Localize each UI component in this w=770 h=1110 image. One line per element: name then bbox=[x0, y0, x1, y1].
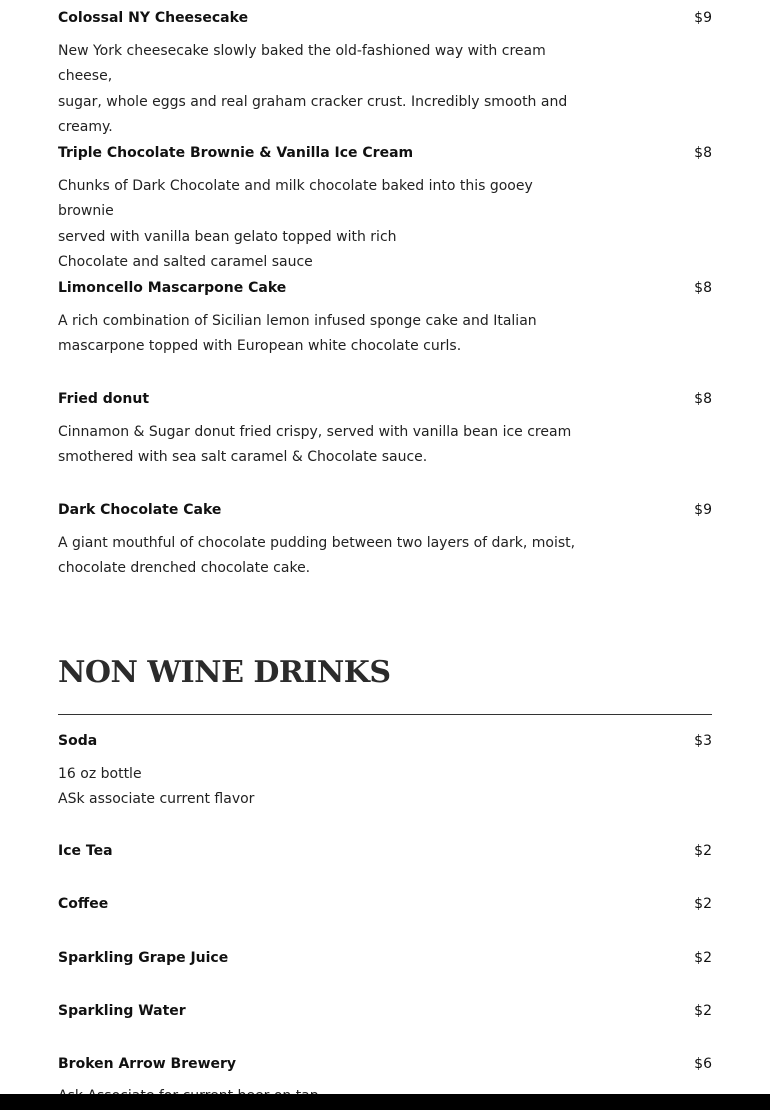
menu-item-name: Limoncello Mascarpone Cake bbox=[58, 280, 287, 296]
menu-item-price: $6 bbox=[694, 1056, 712, 1072]
menu-item-header bbox=[58, 8, 712, 28]
menu-item bbox=[58, 1054, 712, 1074]
menu-item-header bbox=[58, 500, 712, 520]
menu-item bbox=[58, 841, 712, 861]
description-line: ASk associate current flavor bbox=[58, 791, 255, 808]
menu-item-header bbox=[58, 1001, 712, 1021]
menu-item-header bbox=[58, 143, 712, 163]
menu-item-price: $2 bbox=[694, 1003, 712, 1019]
description-line: creamy. bbox=[58, 119, 113, 136]
menu-item-name: Sparkling Grape Juice bbox=[58, 950, 229, 966]
description-line: New York cheesecake slowly baked the old-fashioned way with cream cheese, bbox=[58, 43, 546, 85]
menu-item-price: $2 bbox=[694, 843, 712, 859]
menu-item-header bbox=[58, 894, 712, 914]
menu-item bbox=[58, 731, 712, 813]
menu-item bbox=[58, 278, 712, 360]
menu-item-header bbox=[58, 389, 712, 409]
bottom-bar bbox=[0, 1094, 770, 1110]
menu-item-description bbox=[58, 420, 588, 471]
menu-item bbox=[58, 143, 712, 276]
description-line: chocolate drenched chocolate cake. bbox=[58, 560, 311, 577]
menu-item-name: Broken Arrow Brewery bbox=[58, 1056, 237, 1072]
description-line: Chunks of Dark Chocolate and milk chocolate baked into this gooey brownie bbox=[58, 178, 533, 220]
menu-item-description bbox=[58, 174, 588, 276]
menu-item-description bbox=[58, 39, 588, 141]
menu-item-description bbox=[58, 531, 588, 582]
menu-item bbox=[58, 500, 712, 582]
description-line: served with vanilla bean gelato topped with rich bbox=[58, 228, 397, 245]
description-line: mascarpone topped with European white chocolate curls. bbox=[58, 338, 462, 355]
menu-item-description bbox=[58, 762, 588, 813]
description-line: 16 oz bottle bbox=[58, 766, 142, 782]
menu-item bbox=[58, 8, 712, 141]
menu-item-header bbox=[58, 841, 712, 861]
menu-item bbox=[58, 389, 712, 471]
description-line: sugar, whole eggs and real graham cracker crust. Incredibly smooth and bbox=[58, 93, 568, 110]
menu-item-name: Soda bbox=[58, 733, 98, 749]
menu-item-header bbox=[58, 1054, 712, 1074]
menu-item-price: $8 bbox=[694, 391, 712, 407]
menu-item-name: Dark Chocolate Cake bbox=[58, 502, 222, 518]
menu-item bbox=[58, 1001, 712, 1021]
menu-item-price: $8 bbox=[694, 145, 712, 161]
menu-item-header bbox=[58, 278, 712, 298]
description-line: Cinnamon & Sugar donut fried crispy, served with vanilla bean ice cream bbox=[58, 424, 572, 440]
menu-item-name: Colossal NY Cheesecake bbox=[58, 10, 249, 26]
menu-item-header bbox=[58, 731, 712, 751]
menu-item bbox=[58, 948, 712, 968]
menu-item-name: Coffee bbox=[58, 896, 109, 912]
menu-item-price: $9 bbox=[694, 10, 712, 26]
menu-item-name: Ice Tea bbox=[58, 843, 113, 859]
menu-item-price: $2 bbox=[694, 896, 712, 912]
description-line: A giant mouthful of chocolate pudding between two layers of dark, moist, bbox=[58, 535, 576, 551]
section-title-non-wine-drinks: NON WINE DRINKS bbox=[58, 655, 391, 690]
description-line: smothered with sea salt caramel & Chocolate sauce. bbox=[58, 449, 428, 466]
menu-item-name: Sparkling Water bbox=[58, 1003, 186, 1019]
menu-item-description bbox=[58, 309, 588, 360]
menu-item-price: $2 bbox=[694, 950, 712, 966]
menu-item-header bbox=[58, 948, 712, 968]
menu-item-name: Triple Chocolate Brownie & Vanilla Ice Cream bbox=[58, 145, 414, 161]
description-line: Chocolate and salted caramel sauce bbox=[58, 254, 313, 271]
section-divider bbox=[58, 714, 712, 715]
menu-item-name: Fried donut bbox=[58, 391, 150, 407]
menu-item-price: $9 bbox=[694, 502, 712, 518]
menu-item-price: $8 bbox=[694, 280, 712, 296]
menu-item bbox=[58, 894, 712, 914]
description-line: A rich combination of Sicilian lemon infused sponge cake and Italian bbox=[58, 313, 537, 329]
menu-item-price: $3 bbox=[694, 733, 712, 749]
